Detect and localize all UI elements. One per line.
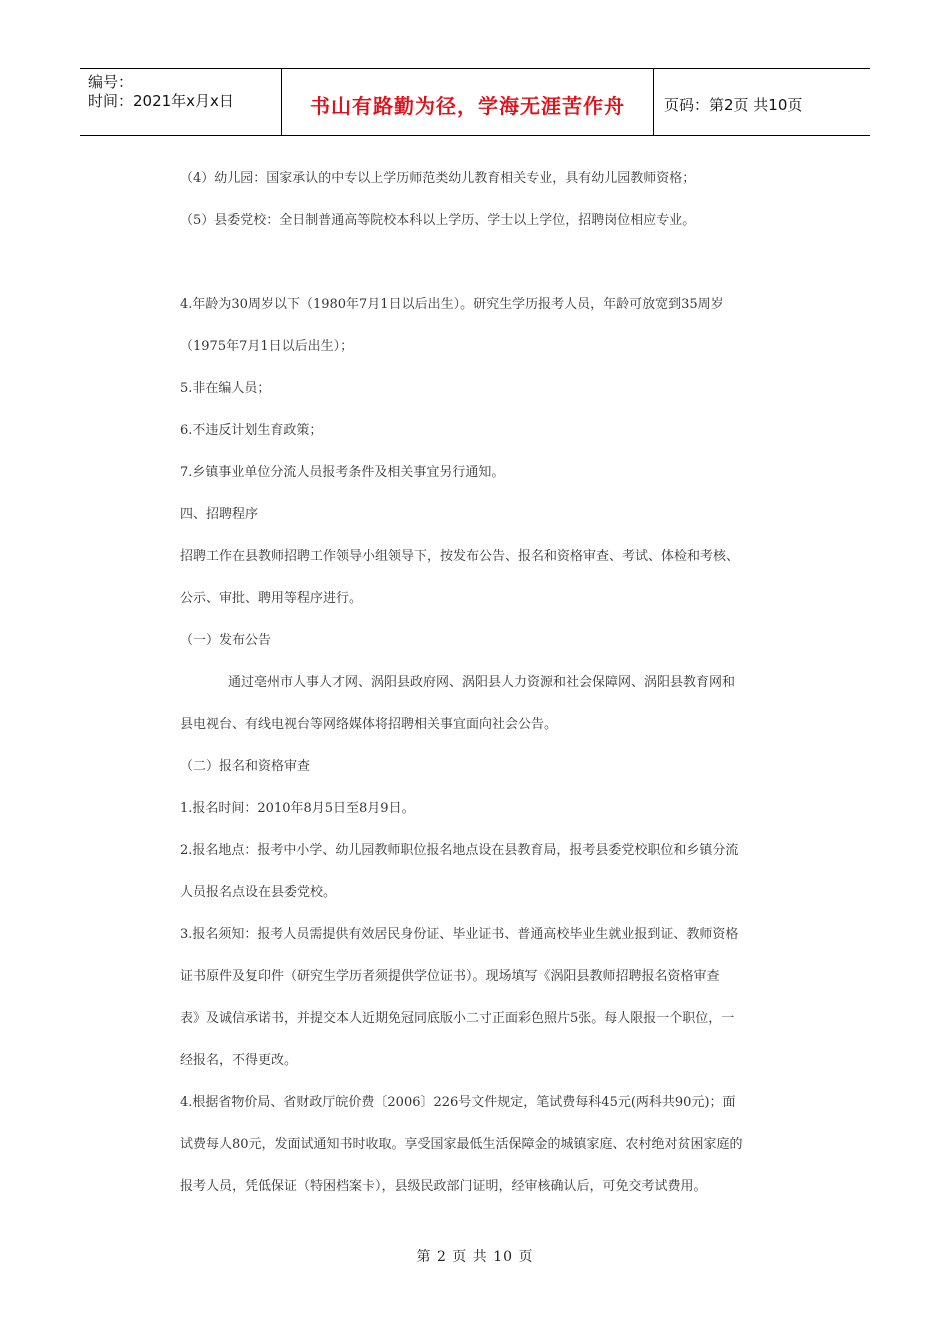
- body-line: 公示、审批、聘用等程序进行。: [180, 591, 363, 606]
- body-line: 6.不违反计划生育政策；: [180, 423, 323, 438]
- body-line: 试费每人80元，发面试通知书时收取。享受国家最低生活保障金的城镇家庭、农村绝对贫困家庭的: [180, 1137, 743, 1152]
- header-motto: 书山有路勤为径，学海无涯苦作舟: [282, 69, 654, 135]
- page-header: [80, 68, 870, 136]
- subsection-heading: （二）报名和资格审查: [180, 759, 311, 774]
- body-line: 3.报名须知：报考人员需提供有效居民身份证、毕业证书、普通高校毕业生就业报到证、教师资格: [180, 927, 739, 942]
- body-line: 经报名，不得更改。: [180, 1053, 298, 1068]
- document-body: [180, 158, 780, 1208]
- blank-line: [180, 242, 780, 284]
- body-line: 5.非在编人员；: [180, 381, 271, 396]
- body-line: 4.年龄为30周岁以下（1980年7月1日以后出生）。研究生学历报考人员，年龄可放宽到35周岁: [180, 297, 724, 312]
- header-page-number: 页码：第2页 共10页: [664, 95, 803, 114]
- body-line: 报考人员，凭低保证（特困档案卡），县级民政部门证明，经审核确认后，可免交考试费用。: [180, 1179, 707, 1194]
- body-line: 7.乡镇事业单位分流人员报考条件及相关事宜另行通知。: [180, 465, 505, 480]
- body-line: （5）县委党校：全日制普通高等院校本科以上学历、学士以上学位，招聘岗位相应专业。: [180, 213, 696, 228]
- body-line: 2.报名地点：报考中小学、幼儿园教师职位报名地点设在县教育局，报考县委党校职位和乡镇分流: [180, 843, 739, 858]
- subsection-heading: （一）发布公告: [180, 633, 272, 648]
- body-line: 表》及诚信承诺书，并提交本人近期免冠同底版小二寸正面彩色照片5张。每人限报一个职位，一: [180, 1011, 735, 1026]
- body-line: （1975年7月1日以后出生）；: [180, 339, 354, 354]
- body-line: 人员报名点设在县委党校。: [180, 885, 337, 900]
- body-line: 1.报名时间：2010年8月5日至8月9日。: [180, 801, 415, 816]
- section-heading: 四、招聘程序: [180, 507, 259, 522]
- body-line: 县电视台、有线电视台等网络媒体将招聘相关事宜面向社会公告。: [180, 717, 558, 732]
- header-meta: [80, 69, 282, 135]
- body-line: 招聘工作在县教师招聘工作领导小组领导下，按发布公告、报名和资格审查、考试、体检和考核、: [180, 549, 740, 564]
- body-line: 4.根据省物价局、省财政厅皖价费〔2006〕226号文件规定，笔试费每科45元(两科共90元)；面: [180, 1095, 736, 1110]
- page-footer: 第 2 页 共 10 页: [416, 1249, 534, 1265]
- document-number-label: 编号：: [88, 73, 134, 91]
- body-line: （4）幼儿园：国家承认的中专以上学历师范类幼儿教育相关专业，具有幼儿园教师资格；: [180, 171, 696, 186]
- body-line: 证书原件及复印件（研究生学历者须提供学位证书）。现场填写《涡阳县教师招聘报名资格审查: [180, 969, 720, 984]
- body-line: 通过亳州市人事人才网、涡阳县政府网、涡阳县人力资源和社会保障网、涡阳县教育网和: [228, 675, 736, 690]
- document-time-label: 时间：2021年x月x日: [88, 92, 234, 110]
